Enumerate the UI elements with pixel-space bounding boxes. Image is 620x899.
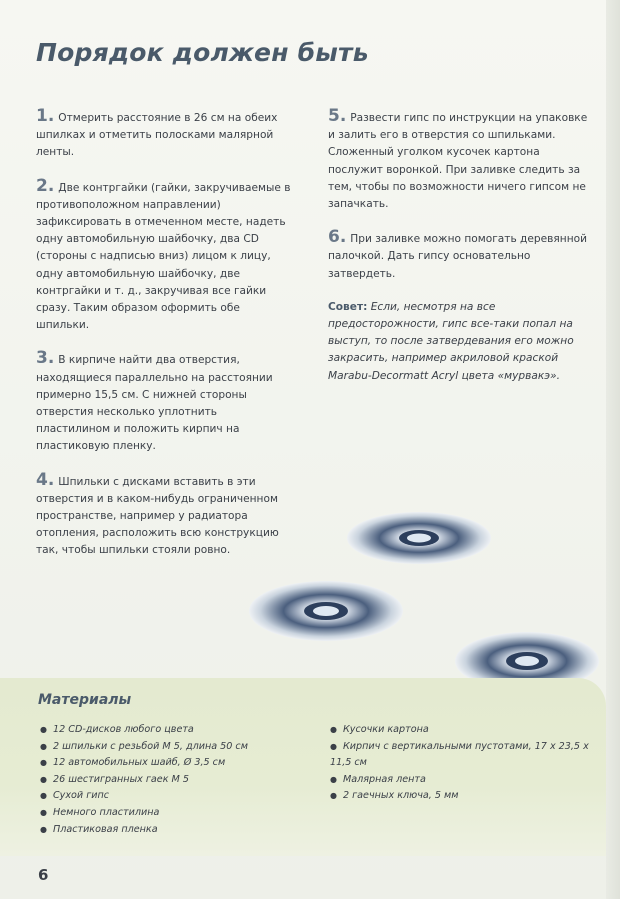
- instructions-right-column: [328, 108, 590, 385]
- step-number: 6.: [328, 227, 347, 248]
- step-number: 5.: [328, 106, 347, 126]
- step-3: [36, 350, 292, 455]
- step-1: [36, 108, 292, 162]
- tip-box: [328, 299, 590, 385]
- list-item: ● Кирпич с вертикальными пустотами, 17 x 23,5 x 11,5 см: [330, 739, 590, 772]
- step-5: [328, 108, 590, 213]
- step-text: Шпильки с дисками вставить в эти отверстия и в каком-нибудь ограниченном пространстве, например у радиатора отопления, расположить всю конструкцию так, чтобы шпильки стояли ровно.: [36, 475, 279, 557]
- list-item: ● Малярная лента: [330, 772, 590, 789]
- page-title: Порядок должен быть: [36, 38, 369, 67]
- list-item: ● 12 CD-дисков любого цвета: [40, 722, 300, 739]
- materials-list-left: [40, 722, 300, 838]
- materials-list-right: [330, 722, 590, 805]
- tip-label: Совет:: [328, 300, 368, 313]
- step-2: [36, 175, 292, 335]
- list-item: ● Кусочки картона: [330, 722, 590, 739]
- step-number: 1.: [36, 106, 55, 126]
- step-6: [328, 229, 590, 283]
- step-text: Две контргайки (гайки, закручиваемые в противоположном направлении) зафиксировать в отмеченном месте, надеть одну автомобильную шайбочку, два CD (стороны с надписью вниз) лицом к лицу, одну автомобильную шайбочку, две контргайки и т. д., закручивая все гайки сразу. Таким образом оформить обе шпильки.: [36, 181, 291, 332]
- tip-text: Если, несмотря на все предосторожности, гипс все-таки попал на выступ, то после затвердевания его можно закрасить, например акриловой краской Marabu-Decormatt Acryl цвета «мурвакэ».: [328, 300, 574, 382]
- list-item: ● 2 гаечных ключа, 5 мм: [330, 788, 590, 805]
- step-text: Отмерить расстояние в 26 см на обеих шпилках и отметить полосками малярной ленты.: [36, 112, 278, 159]
- list-item: ● 2 шпильки с резьбой M 5, длина 50 см: [40, 739, 300, 756]
- instructions-left-column: [36, 108, 292, 576]
- page-edge: [606, 0, 620, 899]
- step-number: 2.: [36, 175, 55, 196]
- materials-title: Материалы: [38, 692, 132, 708]
- list-item: ● 26 шестигранных гаек M 5: [40, 772, 300, 789]
- list-item: ● 12 автомобильных шайб, Ø 3,5 см: [40, 755, 300, 772]
- step-text: При заливке можно помогать деревянной палочкой. Дать гипсу основательно затвердеть.: [328, 233, 587, 280]
- page-number: 6: [38, 866, 49, 884]
- step-text: В кирпиче найти два отверстия, находящиеся параллельно на расстоянии примерно 15,5 см. С нижней стороны отверстия несколько уплотнить пластилином и положить кирпич на пластиковую пленку.: [36, 354, 273, 453]
- step-number: 4.: [36, 469, 55, 490]
- step-number: 3.: [36, 348, 55, 369]
- list-item: ● Пластиковая пленка: [40, 822, 300, 839]
- step-4: [36, 469, 292, 560]
- cd-disc-illustration: [344, 508, 494, 568]
- list-item: ● Немного пластилина: [40, 805, 300, 822]
- list-item: ● Сухой гипс: [40, 788, 300, 805]
- cd-disc-illustration: [246, 576, 406, 646]
- step-text: Развести гипс по инструкции на упаковке и залить его в отверстия со шпильками. Сложенный уголком кусочек картона послужит воронкой. При заливке следить за тем, чтобы по возможности ничего гипсом не запачкать.: [328, 112, 588, 211]
